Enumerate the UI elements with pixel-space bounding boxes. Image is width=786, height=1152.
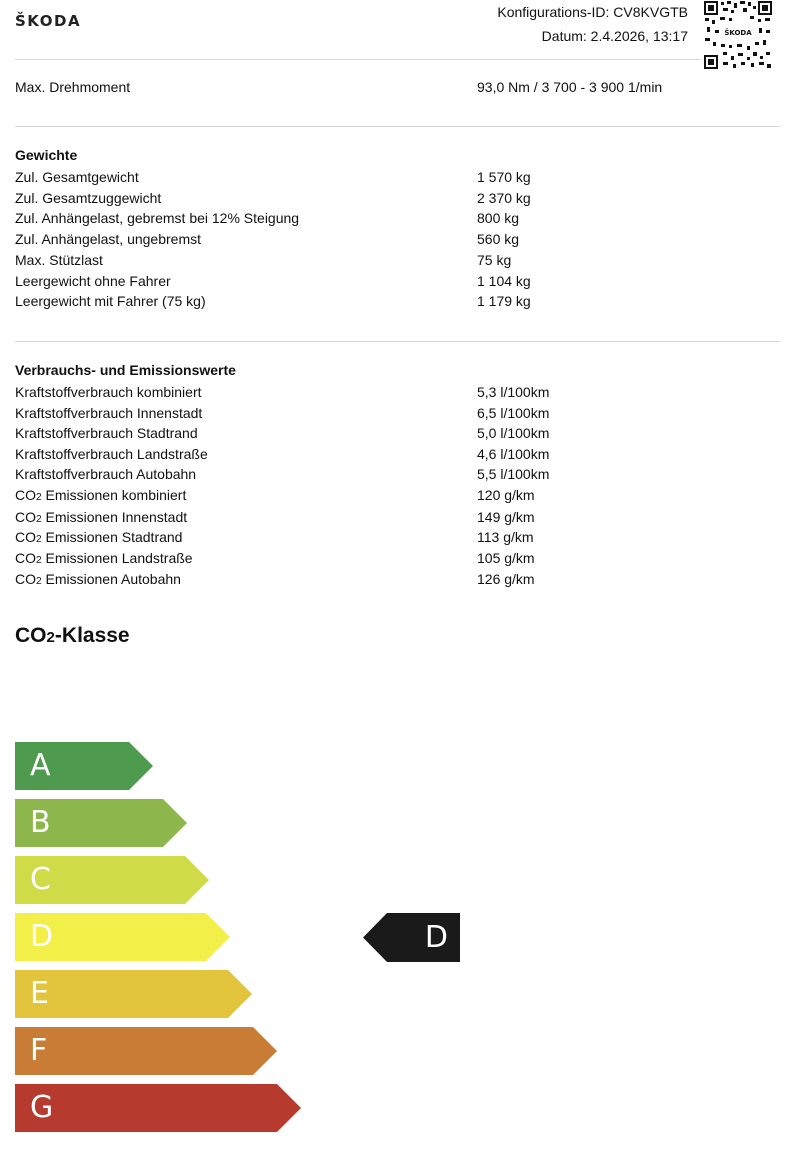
list-item	[15, 208, 775, 228]
co2-label: Emissionen Innenstadt	[41, 509, 188, 525]
list-item	[15, 548, 775, 568]
bar-fill	[15, 1084, 301, 1132]
arrow-shape	[15, 970, 252, 1018]
class-letter: E	[30, 976, 49, 1011]
row-label: Kraftstoffverbrauch Stadtrand	[15, 425, 198, 441]
list-item	[15, 569, 775, 589]
row-value: 75 kg	[477, 252, 512, 268]
row-value: 105 g/km	[477, 550, 535, 566]
co2-subscript: 2	[36, 534, 42, 545]
arrow-shape	[15, 1027, 277, 1075]
class-letter: C	[30, 862, 51, 897]
list-item	[15, 444, 775, 464]
row-label: Kraftstoffverbrauch Autobahn	[15, 466, 197, 482]
config-date: Datum: 2.4.2026, 13:17	[541, 28, 688, 44]
row-value: 4,6 l/100km	[477, 446, 550, 462]
row-value: 93,0 Nm / 3 700 - 3 900 1/min	[477, 79, 663, 95]
co2-prefix: CO	[15, 529, 36, 545]
row-label: Kraftstoffverbrauch Innenstadt	[15, 405, 203, 421]
row-label: Zul. Anhängelast, gebremst bei 12% Steigung	[15, 210, 300, 226]
class-letter: B	[30, 805, 51, 840]
list-item	[15, 167, 775, 187]
list-item	[15, 229, 775, 249]
list-item	[15, 382, 775, 402]
row-label	[15, 527, 182, 550]
title-suffix: -Klasse	[54, 624, 130, 647]
row-value: 800 kg	[477, 210, 520, 226]
row-value: 126 g/km	[477, 571, 535, 587]
row-label: Kraftstoffverbrauch kombiniert	[15, 384, 202, 400]
row-value: 560 kg	[477, 231, 520, 247]
list-item	[15, 271, 775, 291]
row-value: 1 179 kg	[477, 293, 531, 309]
co2-class-bar-e	[15, 970, 252, 1018]
co2-class-bar-g	[15, 1084, 301, 1132]
qr-brand-label: ŠKODA	[724, 29, 752, 37]
class-letter: D	[30, 919, 54, 954]
list-item	[15, 464, 775, 484]
bar-fill	[15, 1027, 277, 1075]
co2-label: Emissionen Autobahn	[41, 571, 181, 587]
co2-prefix: CO	[15, 487, 36, 503]
row-label: Zul. Gesamtgewicht	[15, 169, 139, 185]
co2-class-bar-d	[15, 913, 230, 961]
list-item	[15, 403, 775, 423]
co2-label: Emissionen Landstraße	[41, 550, 193, 566]
list-item	[15, 291, 775, 311]
list-item	[15, 188, 775, 208]
row-value: 5,5 l/100km	[477, 466, 550, 482]
indicator-letter: D	[424, 920, 448, 955]
co2-class-indicator	[363, 913, 460, 962]
title-subscript: 2	[46, 629, 55, 646]
co2-class-bar-b	[15, 799, 187, 847]
class-letter: F	[30, 1033, 48, 1068]
section-divider	[15, 341, 780, 342]
co2-prefix: CO	[15, 550, 36, 566]
row-label	[15, 485, 186, 508]
row-value: 5,0 l/100km	[477, 425, 550, 441]
list-item	[15, 423, 775, 443]
row-value: 149 g/km	[477, 509, 535, 525]
row-value: 1 570 kg	[477, 169, 531, 185]
arrow-shape	[15, 1084, 301, 1132]
section-title-gewichte: Gewichte	[15, 147, 78, 163]
co2-subscript: 2	[36, 555, 42, 566]
row-value: 120 g/km	[477, 487, 535, 503]
row-value: 6,5 l/100km	[477, 405, 550, 421]
co2-label: Emissionen kombiniert	[41, 487, 187, 503]
list-item	[15, 485, 775, 505]
row-label: Kraftstoffverbrauch Landstraße	[15, 446, 208, 462]
co2-subscript: 2	[36, 514, 42, 525]
row-label: Zul. Gesamtzuggewicht	[15, 190, 162, 206]
row-drehmoment	[15, 77, 775, 97]
co2-prefix: CO	[15, 509, 36, 525]
row-label	[15, 548, 193, 571]
config-meta	[497, 0, 688, 48]
bar-fill	[15, 970, 252, 1018]
co2-subscript: 2	[36, 576, 42, 587]
skoda-logo: ŠKODA	[15, 12, 82, 30]
row-value: 113 g/km	[477, 529, 534, 545]
section-title-verbrauch: Verbrauchs- und Emissionswerte	[15, 362, 236, 378]
list-item	[15, 507, 775, 527]
class-letter: G	[30, 1090, 54, 1125]
co2-class-bar-f	[15, 1027, 277, 1075]
section-divider	[15, 126, 780, 127]
header-divider	[15, 59, 700, 60]
co2-class-bar-a	[15, 742, 153, 790]
qr-code-icon	[703, 0, 773, 70]
config-id: Konfigurations-ID: CV8KVGTB	[497, 4, 688, 20]
title-prefix: CO	[15, 624, 47, 647]
co2-label: Emissionen Stadtrand	[41, 529, 183, 545]
co2-subscript: 2	[36, 492, 42, 503]
row-value: 5,3 l/100km	[477, 384, 550, 400]
row-value: 2 370 kg	[477, 190, 531, 206]
co2-class-bar-c	[15, 856, 209, 904]
row-label: Zul. Anhängelast, ungebremst	[15, 231, 202, 247]
list-item	[15, 250, 775, 270]
row-label: Max. Drehmoment	[15, 79, 131, 95]
co2-klasse-title	[15, 624, 130, 648]
co2-prefix: CO	[15, 571, 36, 587]
row-label: Max. Stützlast	[15, 252, 103, 268]
row-value: 1 104 kg	[477, 273, 531, 289]
row-label: Leergewicht mit Fahrer (75 kg)	[15, 293, 206, 309]
list-item	[15, 527, 775, 547]
row-label: Leergewicht ohne Fahrer	[15, 273, 171, 289]
row-label	[15, 569, 181, 592]
class-letter: A	[30, 748, 51, 783]
